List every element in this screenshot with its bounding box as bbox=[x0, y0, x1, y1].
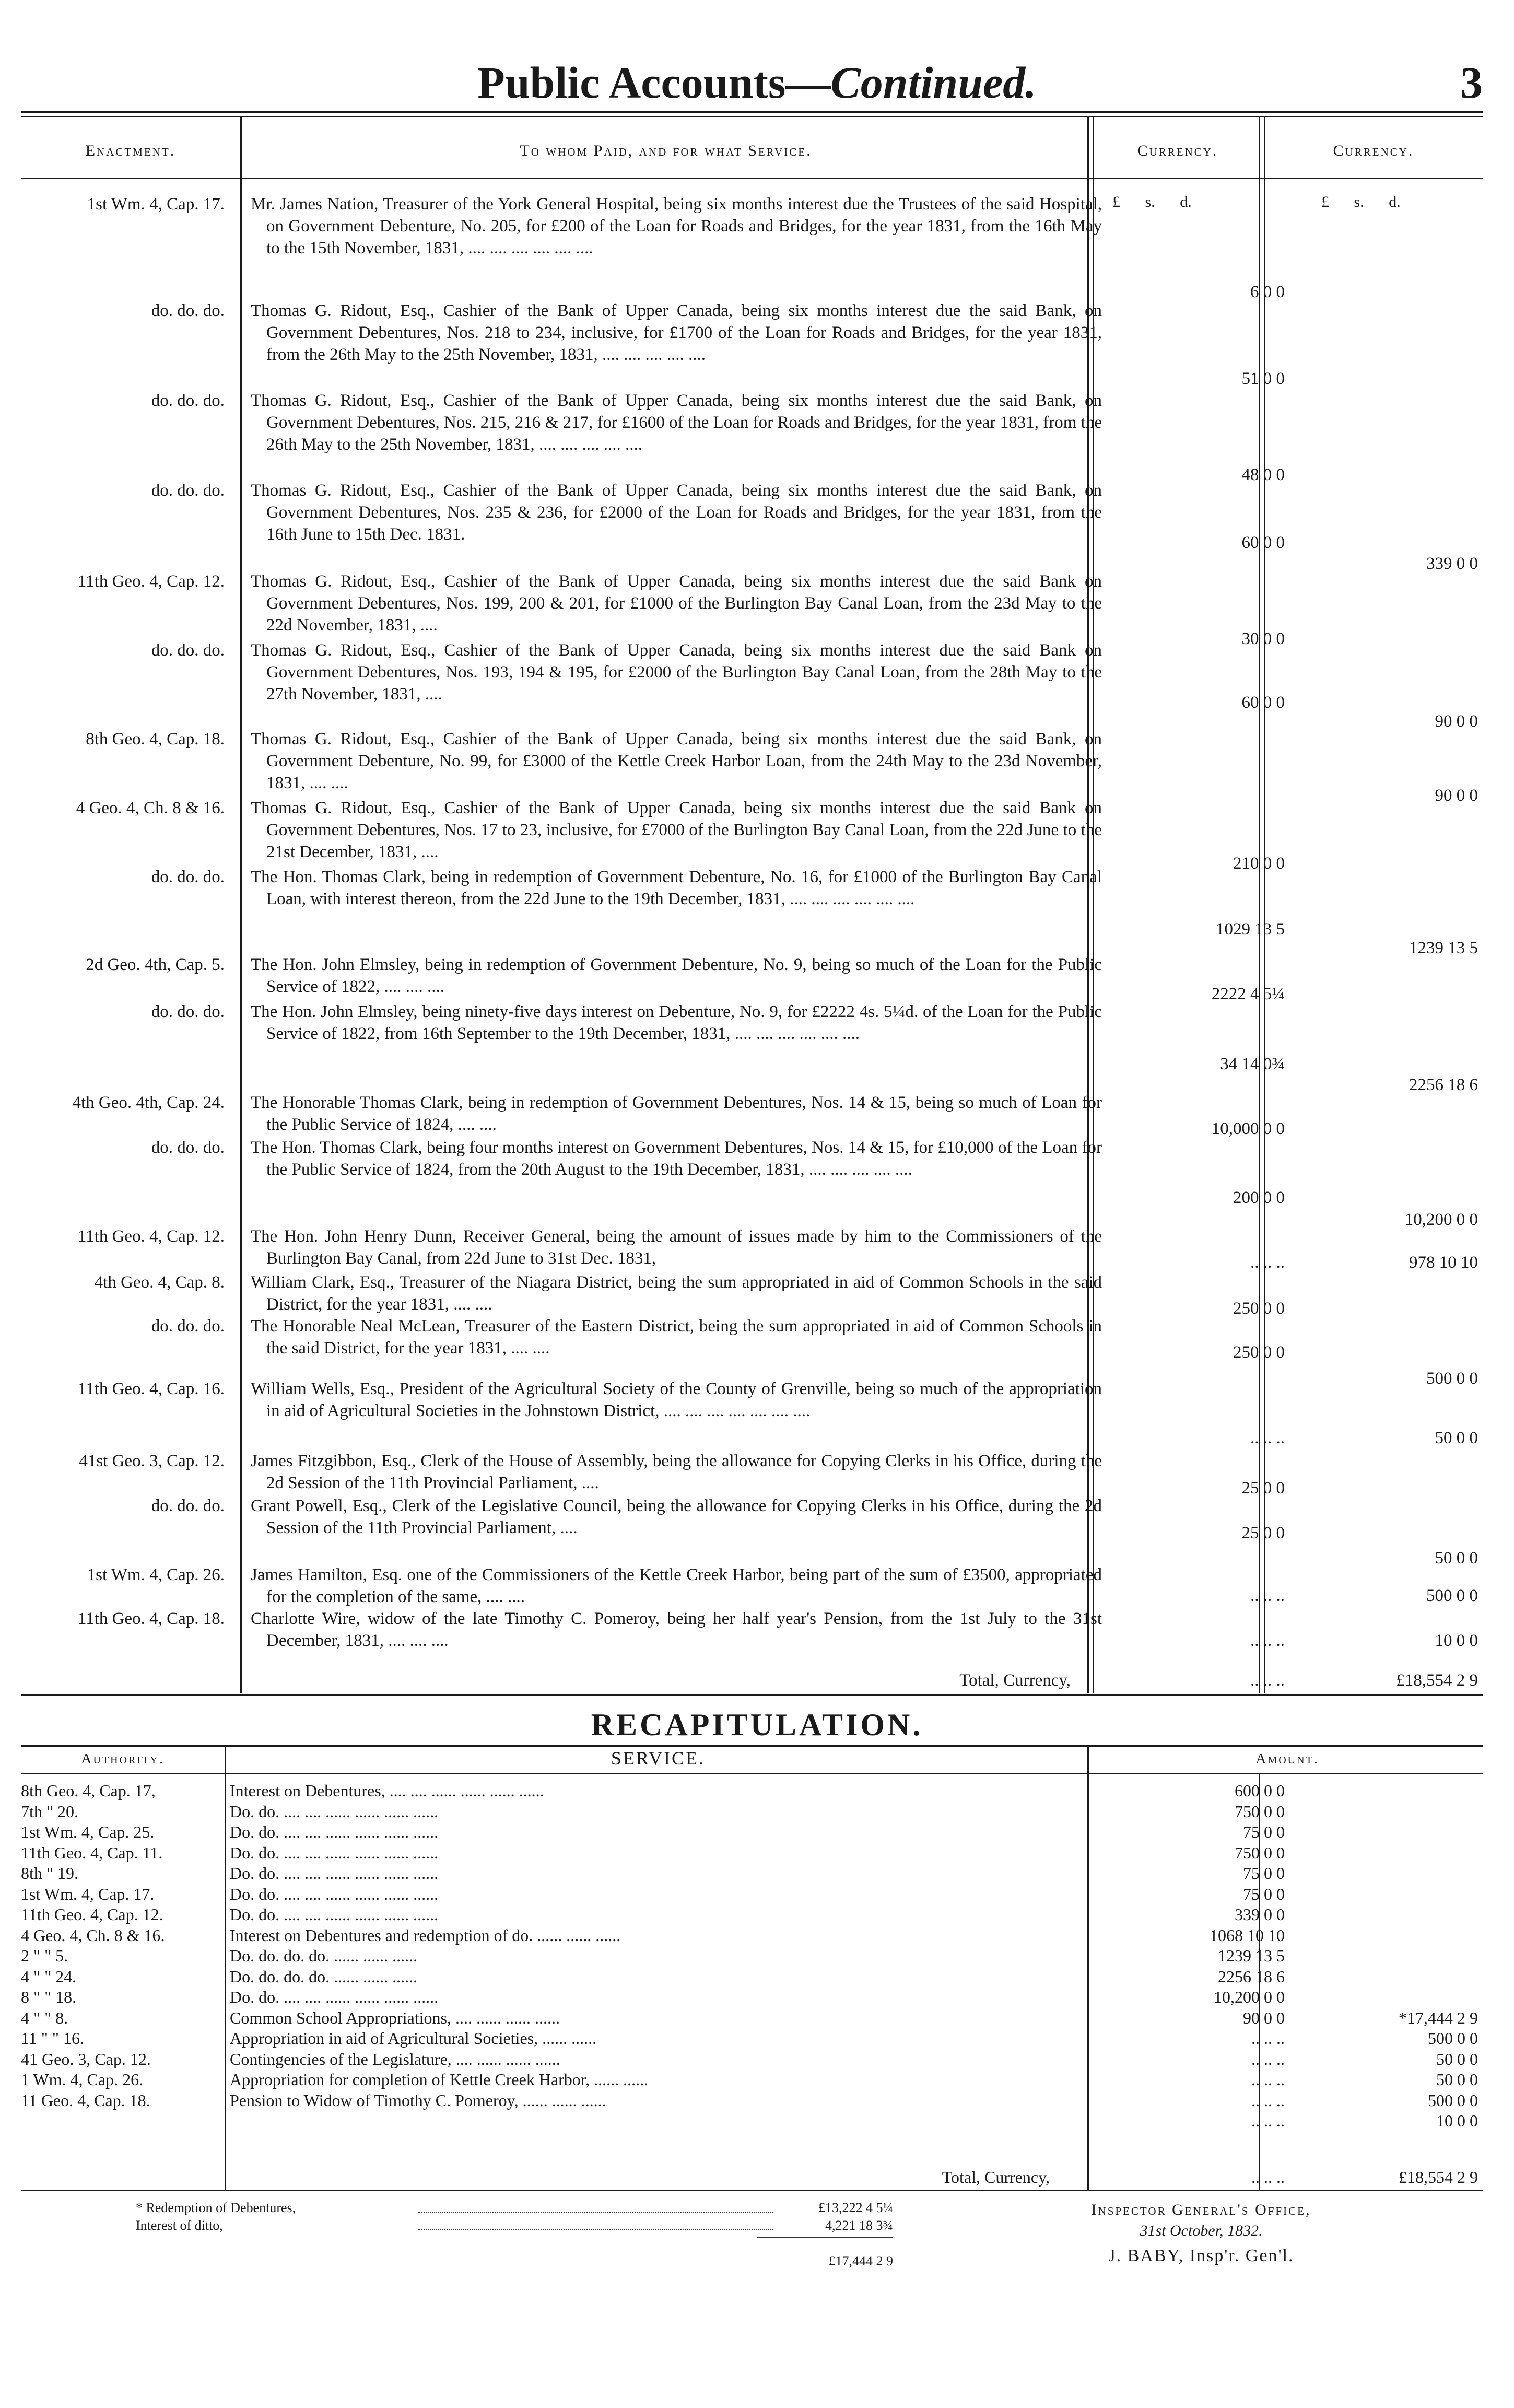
entry-text: The Honorable Neal McLean, Treasurer of the Eastern District, being the sum appropriated in aid of Common Schools in the said District, for the year 1831, .... .... bbox=[251, 1317, 1102, 1358]
recap-service: Appropriation in aid of Agricultural Societies, ...... ...... bbox=[230, 2029, 597, 2048]
recap-authority: 4 " " 8. bbox=[21, 2008, 68, 2027]
entry-amount: 250 0 0 bbox=[1233, 1343, 1285, 1362]
entry-text: William Wells, Esq., President of the Agricultural Society of the County of Grenville, being so much of the appropriation in aid of Agricultural Societies in the Johnstown District, .... .... .... .... .... .... .... bbox=[251, 1380, 1102, 1420]
entry-enactment: 1st Wm. 4, Cap. 17. bbox=[87, 195, 225, 214]
recap-amount: 75 0 0 bbox=[1243, 1884, 1285, 1903]
col-head-service: To whom Paid, and for what Service. bbox=[520, 142, 812, 159]
footnote-value-1: £13,222 4 5¼ bbox=[818, 2200, 893, 2215]
entry-total: 500 0 0 bbox=[1426, 1586, 1478, 1605]
recap-authority: 11 " " 16. bbox=[21, 2029, 84, 2048]
recap-authority: 4 Geo. 4, Ch. 8 & 16. bbox=[21, 1925, 165, 1945]
entry-enactment: 11th Geo. 4, Cap. 18. bbox=[77, 1609, 225, 1628]
recap-amount: .. .. .. bbox=[1251, 2090, 1285, 2110]
recap-authority: 11th Geo. 4, Cap. 12. bbox=[21, 1905, 163, 1924]
top-rule bbox=[21, 111, 1483, 113]
recap-amount: 750 0 0 bbox=[1235, 1843, 1285, 1862]
entry-enactment: do. do. do. bbox=[151, 301, 225, 320]
money-head-l: £ bbox=[1321, 193, 1329, 211]
total-currency: £18,554 2 9 bbox=[1396, 1671, 1478, 1690]
entry-text: Thomas G. Ridout, Esq., Cashier of the Bank of Upper Canada, being six months interest due the said Bank on Government Debentures, Nos. 193, 194 & 195, for £2000 of the Burlington Bay Canal Loan, from the 28th May to the 27th November, 1831, .... bbox=[251, 641, 1102, 704]
recap-currency: 50 0 0 bbox=[1436, 2070, 1478, 2089]
entry-total: 2256 18 6 bbox=[1409, 1076, 1478, 1094]
entry-total: 10,200 0 0 bbox=[1404, 1210, 1478, 1229]
entry-enactment: do. do. do. bbox=[151, 1138, 225, 1157]
entry-amount: 25 0 0 bbox=[1241, 1524, 1285, 1542]
col-rule-3 bbox=[1259, 116, 1260, 1693]
col-head-currency-b: Currency. bbox=[1333, 142, 1414, 159]
entry-amount: 60 0 0 bbox=[1241, 693, 1285, 712]
recap-authority: 8 " " 18. bbox=[21, 1988, 77, 2006]
money-head-s: s. bbox=[1354, 193, 1364, 211]
col-rule-3b bbox=[1264, 116, 1265, 1693]
recap-col-rule-1 bbox=[225, 1746, 226, 2190]
recap-total-label: Total, Currency, bbox=[942, 2168, 1050, 2187]
entry-total: 50 0 0 bbox=[1435, 1429, 1478, 1447]
recap-amount: 75 0 0 bbox=[1243, 1864, 1285, 1883]
recap-authority: 7th " 20. bbox=[21, 1802, 78, 1821]
recap-total-amount: .. .. .. bbox=[1251, 2168, 1285, 2187]
entry-enactment: do. do. do. bbox=[151, 481, 225, 500]
recap-total-currency: £18,554 2 9 bbox=[1399, 2168, 1478, 2187]
recap-service: Appropriation for completion of Kettle Creek Harbor, ...... ...... bbox=[230, 2070, 649, 2089]
footnote-sum-rule bbox=[757, 2237, 893, 2238]
page-number: 3 bbox=[1460, 57, 1483, 108]
entry-amount: 2222 4 5¼ bbox=[1211, 985, 1285, 1003]
recap-service: Interest on Debentures, .... .... ...... ...... ...... ...... bbox=[230, 1781, 544, 1800]
entry-amount: .. .. .. bbox=[1250, 1429, 1285, 1447]
signoff-office: Inspector General's Office, bbox=[1091, 2201, 1311, 2218]
title-italic: Continued. bbox=[830, 57, 1037, 108]
entry-amount: 10,000 0 0 bbox=[1211, 1119, 1285, 1138]
recap-header-rule bbox=[21, 1773, 1483, 1774]
entry-total: 90 0 0 bbox=[1435, 786, 1478, 805]
entry-text: William Clark, Esq., Treasurer of the Niagara District, being the sum appropriated in aid of Common Schools in the said District, for the year 1831, .... .... bbox=[251, 1273, 1102, 1314]
entry-amount: 6 0 0 bbox=[1250, 283, 1285, 301]
recap-amount: .. .. .. bbox=[1251, 2029, 1285, 2048]
entry-amount: 25 0 0 bbox=[1241, 1479, 1285, 1498]
page-title bbox=[0, 56, 1514, 109]
recap-amount: 2256 18 6 bbox=[1218, 1967, 1285, 1986]
recap-col-amount: Amount. bbox=[1255, 1751, 1319, 1767]
entry-enactment: do. do. do. bbox=[151, 868, 225, 886]
entry-amount: 200 0 0 bbox=[1233, 1188, 1285, 1207]
entry-text: The Honorable Thomas Clark, being in redemption of Government Debentures, Nos. 14 & 15, being so much of Loan for the Public Service of 1824, .... .... bbox=[251, 1093, 1102, 1134]
recap-currency: *17,444 2 9 bbox=[1399, 2008, 1478, 2027]
col-head-currency-a: Currency. bbox=[1137, 142, 1218, 159]
entry-enactment: 4th Geo. 4, Cap. 8. bbox=[94, 1273, 225, 1292]
entry-enactment: 2d Geo. 4th, Cap. 5. bbox=[86, 955, 225, 974]
recap-currency: 10 0 0 bbox=[1436, 2111, 1478, 2130]
recap-authority: 2 " " 5. bbox=[21, 1946, 68, 1965]
money-head-d: d. bbox=[1389, 193, 1401, 211]
recap-authority: 11th Geo. 4, Cap. 11. bbox=[21, 1843, 163, 1862]
title-plain: Public Accounts— bbox=[477, 57, 831, 108]
recap-col-authority: Authority. bbox=[81, 1751, 165, 1767]
money-head-d: d. bbox=[1180, 193, 1192, 211]
entry-text: Thomas G. Ridout, Esq., Cashier of the Bank of Upper Canada, being six months interest due the said Bank on Government Debentures, Nos. 199, 200 & 201, for £1000 of the Burlington Bay Canal Loan, from the 23d May to the 22d November, 1831, .... bbox=[251, 572, 1102, 635]
footnote-sum: £17,444 2 9 bbox=[828, 2253, 893, 2269]
entry-total: 500 0 0 bbox=[1426, 1369, 1478, 1388]
entry-enactment: do. do. do. bbox=[151, 1497, 225, 1515]
recap-currency: 50 0 0 bbox=[1436, 2049, 1478, 2068]
entry-amount: 51 0 0 bbox=[1241, 369, 1285, 388]
entry-total: 90 0 0 bbox=[1435, 712, 1478, 731]
footnote-leader-1 bbox=[418, 2200, 773, 2213]
recap-amount: .. .. .. bbox=[1251, 2111, 1285, 2130]
entry-amount: .. .. .. bbox=[1250, 1631, 1285, 1650]
entry-text: Charlotte Wire, widow of the late Timothy C. Pomeroy, being her half year's Pension, from the 1st July to the 31st December, 1831, .... .... .... bbox=[251, 1609, 1102, 1650]
entry-text: James Fitzgibbon, Esq., Clerk of the House of Assembly, being the allowance for Copying Clerks in his Office, during the 2d Session of the 11th Provincial Parliament, .... bbox=[251, 1452, 1102, 1492]
footnote-leader-2 bbox=[418, 2218, 773, 2230]
col-head-enactment: Enactment. bbox=[85, 142, 176, 159]
entry-service bbox=[251, 193, 1102, 259]
recap-amount: .. .. .. bbox=[1251, 2049, 1285, 2068]
entry-text: Thomas G. Ridout, Esq., Cashier of the Bank of Upper Canada, being six months interest due the said Bank, on Government Debentures, Nos. 218 to 234, inclusive, for £1700 of the Loan for Roads and Bridges, for the year 1831, from the 26th May to the 25th November, 1831, .... .... .... .... .... bbox=[251, 301, 1102, 364]
col-rule-1 bbox=[240, 116, 242, 1693]
entry-total: 1239 13 5 bbox=[1409, 939, 1478, 957]
entry-enactment: do. do. do. bbox=[151, 1002, 225, 1021]
recap-amount: .. .. .. bbox=[1251, 2070, 1285, 2089]
recap-authority: 11 Geo. 4, Cap. 18. bbox=[21, 2090, 150, 2110]
recap-service: Do. do. do. do. ...... ...... ...... bbox=[230, 1946, 418, 1965]
recap-amount: 1239 13 5 bbox=[1218, 1946, 1285, 1965]
recap-service: Do. do. .... .... ...... ...... ...... ...... bbox=[230, 1822, 439, 1841]
footnote-label-1: * Redemption of Debentures, bbox=[136, 2200, 296, 2215]
recap-service: Interest on Debentures and redemption of do. ...... ...... ...... bbox=[230, 1925, 621, 1945]
signoff-date: 31st October, 1832. bbox=[1140, 2222, 1263, 2239]
recap-service: Do. do. .... .... ...... ...... ...... ...... bbox=[230, 1802, 439, 1821]
recap-authority: 41 Geo. 3, Cap. 12. bbox=[21, 2049, 151, 2068]
recap-amount: 600 0 0 bbox=[1235, 1781, 1285, 1800]
recap-authority: 8th Geo. 4, Cap. 17, bbox=[21, 1781, 156, 1800]
footnote-label-2: Interest of ditto, bbox=[136, 2218, 223, 2233]
entry-enactment: 1st Wm. 4, Cap. 26. bbox=[87, 1565, 225, 1584]
entry-amount: 250 0 0 bbox=[1233, 1299, 1285, 1318]
entry-text: Grant Powell, Esq., Clerk of the Legislative Council, being the allowance for Copying Clerks in his Office, during the 2d Session of the 11th Provincial Parliament, .... bbox=[251, 1497, 1102, 1537]
entry-enactment: do. do. do. bbox=[151, 641, 225, 660]
recap-service: Pension to Widow of Timothy C. Pomeroy, ...... ...... ...... bbox=[230, 2090, 606, 2110]
entry-amount: 30 0 0 bbox=[1241, 629, 1285, 648]
entry-enactment: 11th Geo. 4, Cap. 16. bbox=[77, 1380, 225, 1398]
entry-amount: 60 0 0 bbox=[1241, 533, 1285, 552]
recap-service: Do. do. do. do. ...... ...... ...... bbox=[230, 1967, 418, 1986]
recap-amount: 75 0 0 bbox=[1243, 1822, 1285, 1841]
entry-amount: 34 14 0¾ bbox=[1220, 1055, 1285, 1073]
entry-text: Thomas G. Ridout, Esq., Cashier of the Bank of Upper Canada, being six months interest due the said Bank, on Government Debenture, No. 99, for £3000 of the Kettle Creek Harbor Loan, from the 24th May to the 23d November, 1831, .... .... bbox=[251, 730, 1102, 792]
entry-text: The Hon. John Henry Dunn, Receiver General, being the amount of issues made by him to the Commissioners of the Burlington Bay Canal, from 22d June to 31st Dec. 1831, bbox=[251, 1227, 1102, 1268]
entry-text: The Hon. Thomas Clark, being in redemption of Government Debenture, No. 16, for £1000 of the Burlington Bay Canal Loan, with interest thereon, from the 22d June to the 19th December, 1831, .... .... .... .... .... .... bbox=[251, 868, 1102, 908]
total-amount: .. .. .. bbox=[1250, 1671, 1285, 1690]
entry-amount: .. .. .. bbox=[1250, 1253, 1285, 1272]
entry-total: 978 10 10 bbox=[1409, 1253, 1478, 1272]
entry-enactment: do. do. do. bbox=[151, 1317, 225, 1336]
entry-amount: 48 0 0 bbox=[1241, 465, 1285, 484]
recap-service: Do. do. .... .... ...... ...... ...... ...... bbox=[230, 1843, 439, 1862]
entry-amount: 210 0 0 bbox=[1233, 854, 1285, 873]
entry-text: The Hon. John Elmsley, being ninety-five days interest on Debenture, No. 9, for £2222 4s. 5¼d. of the Loan for the Public Service of 1822, from 16th September to the 19th December, 1831, .... .... .... .... .... .... bbox=[251, 1002, 1102, 1043]
entry-enactment: 41st Geo. 3, Cap. 12. bbox=[79, 1452, 225, 1470]
entry-text: Thomas G. Ridout, Esq., Cashier of the Bank of Upper Canada, being six months interest due the said Bank, on Government Debentures, Nos. 235 & 236, for £2000 of the Loan for Roads and Bridges, for the year 1831, from the 16th June to 15th Dec. 1831. bbox=[251, 481, 1102, 544]
recap-amount: 750 0 0 bbox=[1235, 1802, 1285, 1821]
recap-authority: 1st Wm. 4, Cap. 17. bbox=[21, 1884, 155, 1903]
recap-service: Do. do. .... .... ...... ...... ...... ...... bbox=[230, 1884, 439, 1903]
entry-text: The Hon. John Elmsley, being in redemption of Government Debenture, No. 9, being so much of the Loan for the Public Service of 1822, .... .... .... bbox=[251, 955, 1102, 996]
recap-service: Contingencies of the Legislature, .... ...... ...... ...... bbox=[230, 2049, 560, 2068]
entry-enactment: 4th Geo. 4th, Cap. 24. bbox=[72, 1093, 225, 1112]
footnote-value-2: 4,221 18 3¾ bbox=[825, 2218, 893, 2233]
recap-currency: 500 0 0 bbox=[1428, 2090, 1478, 2110]
entry-text: Thomas G. Ridout, Esq., Cashier of the Bank of Upper Canada, being six months interest due the said Bank, on Government Debentures, Nos. 215, 216 & 217, for £1600 of the Loan for Roads and Bridges, for the year 1831, from the 26th May to the 25th November, 1831, .... .... .... .... .... bbox=[251, 391, 1102, 454]
recap-amount: 339 0 0 bbox=[1235, 1905, 1285, 1924]
money-heads-a bbox=[1112, 193, 1192, 211]
entry-enactment: do. do. do. bbox=[151, 391, 225, 410]
recap-bottom-rule bbox=[21, 2190, 1483, 2191]
entry-enactment: 11th Geo. 4, Cap. 12. bbox=[77, 572, 225, 591]
total-label: Total, Currency, bbox=[959, 1671, 1071, 1690]
entry-total: 10 0 0 bbox=[1435, 1631, 1478, 1650]
recap-authority: 4 " " 24. bbox=[21, 1967, 77, 1986]
recap-amount: 90 0 0 bbox=[1243, 2008, 1285, 2027]
money-head-l: £ bbox=[1112, 193, 1120, 211]
entry-text: Mr. James Nation, Treasurer of the York General Hospital, being six months interest due the Trustees of the said Hospital, on Government Debenture, No. 205, for £200 of the Loan for Roads and Bridges, for the year 1831, from the 16th May to the 15th November, 1831, .... .... .... .... .... .... bbox=[251, 195, 1102, 258]
table-bottom-rule bbox=[21, 1694, 1483, 1696]
entry-text: The Hon. Thomas Clark, being four months interest on Government Debentures, Nos. 14 & 15, for £10,000 of the Loan for the Public Service of 1824, from the 20th August to the 19th December, 1831, .... .... .... .... .... bbox=[251, 1138, 1102, 1179]
recap-top-rule bbox=[21, 1745, 1483, 1747]
recap-currency: 500 0 0 bbox=[1428, 2029, 1478, 2048]
recap-col-service: SERVICE. bbox=[611, 1748, 706, 1769]
entry-text: Thomas G. Ridout, Esq., Cashier of the Bank of Upper Canada, being six months interest due the said Bank on Government Debentures, Nos. 17 to 23, inclusive, for £7000 of the Burlington Bay Canal Loan, from the 22d June to the 21st December, 1831, .... bbox=[251, 799, 1102, 861]
entry-total: 50 0 0 bbox=[1435, 1549, 1478, 1568]
recap-amount: 10,200 0 0 bbox=[1214, 1988, 1285, 2006]
recap-service: Do. do. .... .... ...... ...... ...... ...... bbox=[230, 1988, 439, 2006]
signoff-signature: J. BABY, Insp'r. Gen'l. bbox=[1108, 2246, 1294, 2265]
recap-service: Do. do. .... .... ...... ...... ...... ...... bbox=[230, 1864, 439, 1883]
money-heads-b bbox=[1321, 193, 1401, 211]
recap-amount: 1068 10 10 bbox=[1210, 1925, 1285, 1945]
money-head-s: s. bbox=[1145, 193, 1155, 211]
entry-enactment: 11th Geo. 4, Cap. 12. bbox=[77, 1227, 225, 1246]
recap-authority: 1 Wm. 4, Cap. 26. bbox=[21, 2070, 144, 2089]
recap-title: RECAPITULATION. bbox=[591, 1708, 923, 1742]
entry-enactment: 4 Geo. 4, Ch. 8 & 16. bbox=[76, 799, 225, 817]
entry-amount: .. .. .. bbox=[1250, 1586, 1285, 1605]
recap-authority: 8th " 19. bbox=[21, 1864, 78, 1883]
entry-amount: 1029 13 5 bbox=[1216, 920, 1285, 939]
recap-authority: 1st Wm. 4, Cap. 25. bbox=[21, 1822, 155, 1841]
entry-enactment: 8th Geo. 4, Cap. 18. bbox=[86, 730, 225, 749]
entry-text: James Hamilton, Esq. one of the Commissioners of the Kettle Creek Harbor, being part of the sum of £3500, appropriated for the completion of the same, .... .... bbox=[251, 1565, 1102, 1606]
recap-service: Do. do. .... .... ...... ...... ...... ...... bbox=[230, 1905, 439, 1924]
recap-service: Common School Appropriations, .... ...... ...... ...... bbox=[230, 2008, 560, 2027]
entry-total: 339 0 0 bbox=[1426, 554, 1478, 573]
